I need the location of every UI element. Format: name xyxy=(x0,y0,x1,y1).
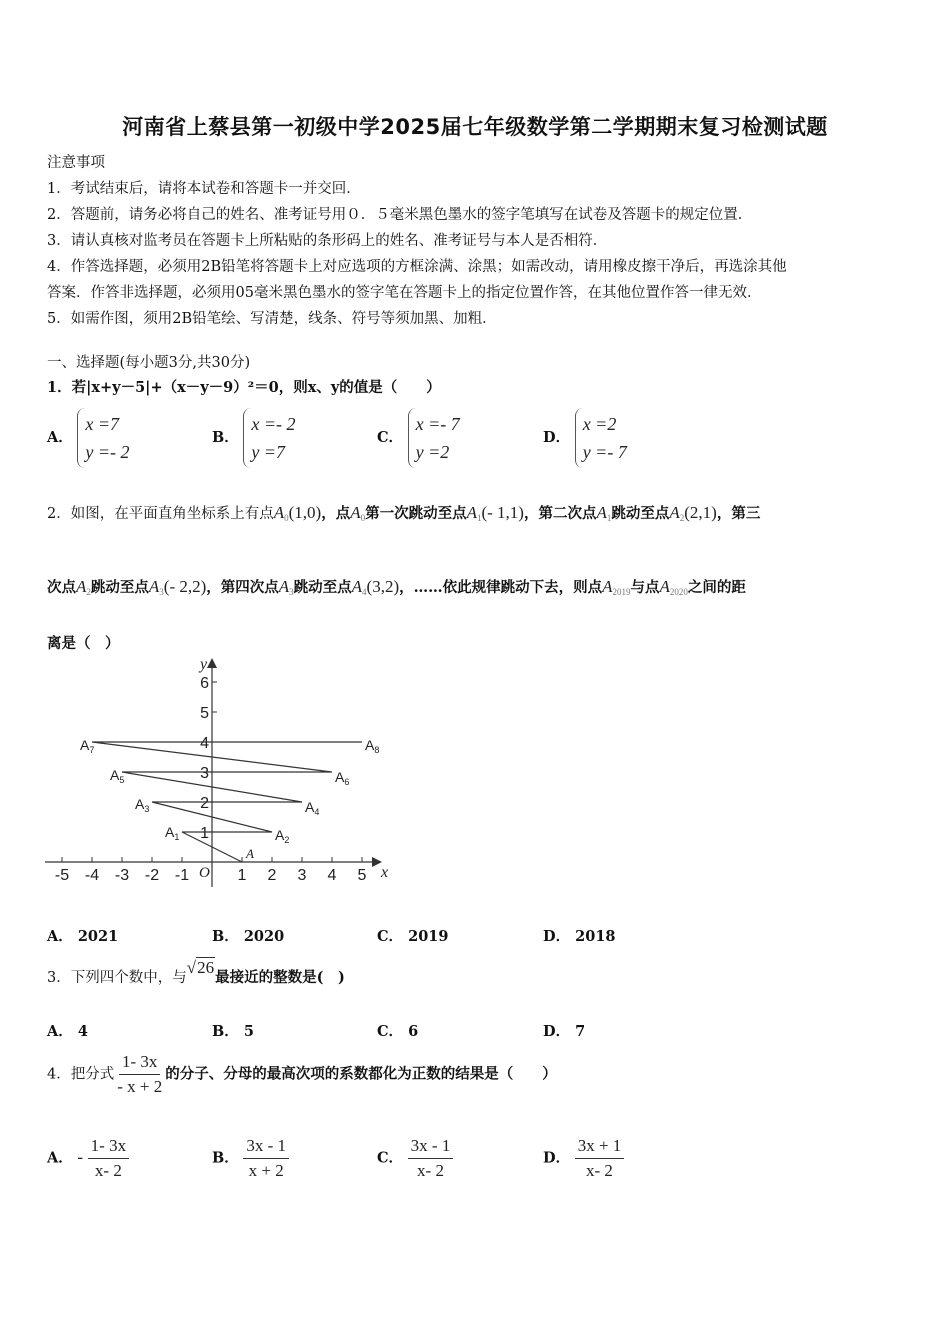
q4-stem: 4．把分式 $\frac{1- 3x}{- x + 2}$ 的分子、分母的最高次项的系数都化为正数的结果是（ ） xyxy=(47,1052,557,1096)
y-tick-label: 6 xyxy=(200,675,209,692)
point-label-a3: $A_3$ xyxy=(135,796,150,814)
sqrt-expression: √26 xyxy=(186,958,215,977)
fraction: $\frac{3x + 1}{x- 2}$ xyxy=(575,1136,625,1181)
page-title: 河南省上蔡县第一初级中学2025届七年级数学第二学期期末复习检测试题 xyxy=(122,115,828,139)
q3-option-c[interactable]: C． 6 xyxy=(377,1023,419,1040)
x-tick-label: -3 xyxy=(114,867,130,884)
q3-option-a[interactable]: A． 4 xyxy=(47,1023,88,1040)
q1-option-d[interactable]: D． x =2 y =- 7 xyxy=(543,408,627,468)
q2-option-a[interactable]: A． 2021 xyxy=(47,928,119,945)
q2-option-d[interactable]: D． 2018 xyxy=(543,928,616,945)
coordinate-graph xyxy=(40,655,400,890)
equation-system: x =2 y =- 7 xyxy=(575,408,627,468)
equation-system: x =- 2 y =7 xyxy=(243,408,295,468)
point-label-a2: $A_2$ xyxy=(275,827,290,845)
q2-line1: 2．如图，在平面直角坐标系上有点$A_0(1,0)$，点$A_0$第一次跳动至点$A_1(-$ 1,1)，第二次点$A_1$跳动至点$A_2(2,1)$，第三 xyxy=(47,503,761,523)
q4-option-d[interactable]: D． $\frac{3x + 1}{x- 2}$ xyxy=(543,1136,624,1181)
x-tick-label: -5 xyxy=(54,867,70,884)
x-tick-label: -4 xyxy=(84,867,100,884)
note-item: 1．考试结束后，请将本试卷和答题卡一并交回． xyxy=(47,181,361,197)
notes-heading: 注意事项 xyxy=(47,155,105,171)
equation-system: x =7 y =- 2 xyxy=(77,408,129,468)
q1-option-c[interactable]: C． x =- 7 y =2 xyxy=(377,408,460,468)
point-label-a7: $A_7$ xyxy=(80,737,95,755)
note-item: 4．作答选择题，必须用2B铅笔将答题卡上对应选项的方框涂满、涂黑；如需改动，请用橡皮擦干净后，再选涂其他 xyxy=(47,259,787,275)
fraction: $\frac{1- 3x}{- x + 2}$ xyxy=(117,1052,163,1096)
q3-option-d[interactable]: D． 7 xyxy=(543,1023,586,1040)
q3-stem: 3．下列四个数中，与√26最接近的整数是( ) xyxy=(47,958,345,986)
y-tick-label: 2 xyxy=(200,795,209,812)
x-tick-label: 1 xyxy=(237,867,247,884)
equation-system: x =- 7 y =2 xyxy=(408,408,460,468)
note-item: 5．如需作图，须用2B铅笔绘、写清楚，线条、符号等须加黑、加粗． xyxy=(47,311,497,327)
x-tick-label: -2 xyxy=(144,867,160,884)
x-tick-label: 2 xyxy=(267,867,277,884)
y-axis-arrow xyxy=(207,658,217,668)
x-tick-labels xyxy=(55,867,367,884)
q2-option-b[interactable]: B． 2020 xyxy=(212,928,285,945)
q3-option-b[interactable]: B． 5 xyxy=(212,1023,254,1040)
fraction: $\frac{1- 3x}{x- 2}$ xyxy=(88,1136,129,1181)
point-label-a5: $A_5$ xyxy=(110,767,125,785)
origin-label: O xyxy=(199,865,210,881)
note-item: 2．答题前，请务必将自己的姓名、准考证号用０．５毫米黑色墨水的签字笔填写在试卷及答题卡的规定位置． xyxy=(47,207,753,223)
jump-path xyxy=(92,742,362,862)
y-tick-label: 3 xyxy=(200,765,209,782)
note-item: 3．请认真核对监考员在答题卡上所粘贴的条形码上的姓名、准考证号与本人是否相符． xyxy=(47,233,608,249)
point-label-a6: $A_6$ xyxy=(335,769,350,787)
x-tick-label: -1 xyxy=(174,867,190,884)
fraction: $\frac{3x - 1}{x + 2}$ xyxy=(243,1136,289,1181)
note-item: 答案．作答非选择题，必须用05毫米黑色墨水的签字笔在答题卡上的指定位置作答，在其他位置作答一律无效． xyxy=(47,285,762,301)
y-axis-label: y xyxy=(200,656,208,673)
q2-line3: 离是（ ） xyxy=(47,635,120,652)
x-tick-label: 3 xyxy=(297,867,307,884)
section-heading: 一、选择题(每小题3分,共30分) xyxy=(47,355,251,371)
point-label-a1: $A_1$ xyxy=(165,824,180,842)
q1-option-a[interactable]: A． x =7 y =- 2 xyxy=(47,408,130,468)
y-tick-label: 1 xyxy=(200,825,209,842)
q4-option-a[interactable]: A． - $\frac{1- 3x}{x- 2}$ xyxy=(47,1136,129,1181)
y-tick-label: 5 xyxy=(200,705,209,722)
x-tick-label: 4 xyxy=(327,867,337,884)
q1-stem: 1．若|x+y－5|+（x－y－9）²＝0，则x、y的值是（ ） xyxy=(47,379,441,396)
notes-block xyxy=(47,150,917,332)
q1-option-b[interactable]: B． x =- 2 y =7 xyxy=(212,408,296,468)
fraction: $\frac{3x - 1}{x- 2}$ xyxy=(408,1136,454,1181)
q2-option-c[interactable]: C． 2019 xyxy=(377,928,449,945)
x-tick-label: 5 xyxy=(357,867,367,884)
q4-option-b[interactable]: B． $\frac{3x - 1}{x + 2}$ xyxy=(212,1136,289,1181)
point-label-a: A xyxy=(246,846,254,861)
y-tick-labels xyxy=(200,675,209,842)
y-tick-label: 4 xyxy=(200,735,209,752)
q2-line2: 次点$A_2$跳动至点$A_3(-$ 2,2)，第四次点$A_3$跳动至点$A_4(3,2)$，……依此规律跳动下去，则点$A_{2019}$与点$A_{2020}$之间的距 xyxy=(47,577,746,597)
q4-option-c[interactable]: C． $\frac{3x - 1}{x- 2}$ xyxy=(377,1136,453,1181)
point-label-a8: $A_8$ xyxy=(365,737,380,755)
point-label-a4: $A_4$ xyxy=(305,799,320,817)
x-axis-label: x xyxy=(381,864,389,881)
